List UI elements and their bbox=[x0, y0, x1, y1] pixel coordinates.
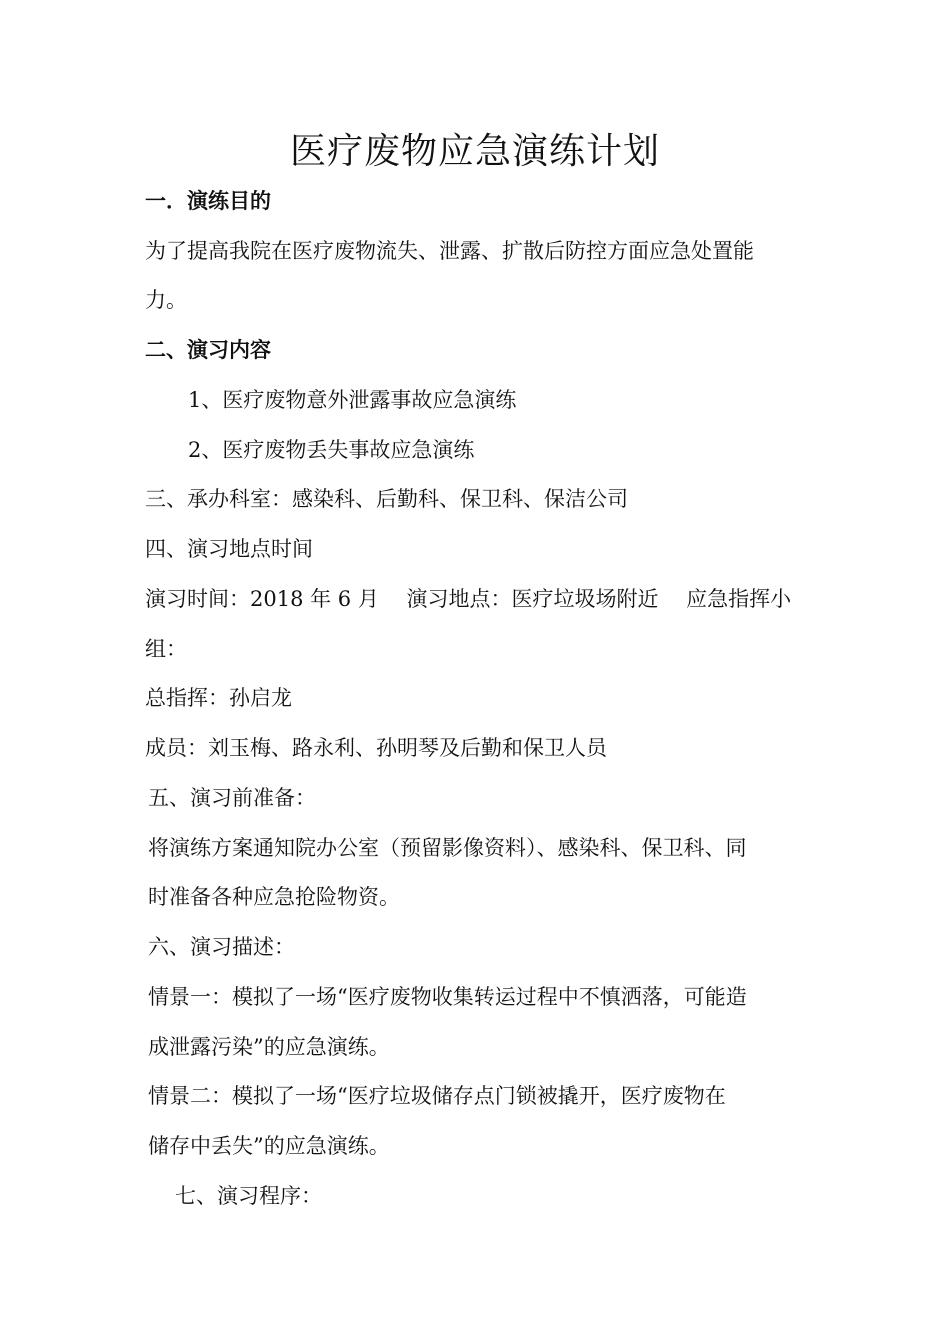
section5-line2: 时准备各种应急抢险物资。 bbox=[148, 885, 400, 909]
section2-item-2: 2、医疗废物丢失事故应急演练 bbox=[188, 438, 475, 462]
section6-scenario2-line2: 储存中丢失”的应急演练。 bbox=[148, 1134, 390, 1158]
section5-line1: 将演练方案通知院办公室（预留影像资料）、感染科、保卫科、同 bbox=[148, 836, 747, 860]
section6-scenario1-line2: 成泄露污染”的应急演练。 bbox=[148, 1035, 390, 1059]
section2-item-1: 1、医疗废物意外泄露事故应急演练 bbox=[188, 388, 517, 412]
section1-text-line2: 力。 bbox=[145, 288, 187, 312]
document-title: 医疗废物应急演练计划 bbox=[289, 131, 660, 172]
section6-scenario2-line1: 情景二：模拟了一场“医疗垃圾储存点门锁被撬开，医疗废物在 bbox=[148, 1084, 726, 1108]
section6-scenario1-line1: 情景一：模拟了一场“医疗废物收集转运过程中不慎洒落，可能造 bbox=[148, 985, 747, 1009]
section1-heading: 一．演练目的 bbox=[145, 189, 271, 213]
section4-line1: 演习时间：2018 年 6 月 演习地点：医疗垃圾场附近 应急指挥小 bbox=[145, 587, 792, 611]
section3-text: 三、承办科室：感染科、后勤科、保卫科、保洁公司 bbox=[145, 487, 628, 511]
section7-heading: 七、演习程序： bbox=[175, 1184, 322, 1208]
section6-heading: 六、演习描述： bbox=[148, 935, 295, 959]
section4-heading: 四、演习地点时间 bbox=[145, 537, 313, 561]
section4-members: 成员：刘玉梅、路永利、孙明琴及后勤和保卫人员 bbox=[145, 736, 607, 760]
section2-heading: 二、演习内容 bbox=[145, 338, 271, 362]
section1-text-line1: 为了提高我院在医疗废物流失、泄露、扩散后防控方面应急处置能 bbox=[145, 239, 754, 263]
section4-line2: 组： bbox=[145, 637, 187, 661]
section5-heading: 五、演习前准备： bbox=[148, 786, 316, 810]
section4-commander: 总指挥：孙启龙 bbox=[145, 686, 292, 710]
